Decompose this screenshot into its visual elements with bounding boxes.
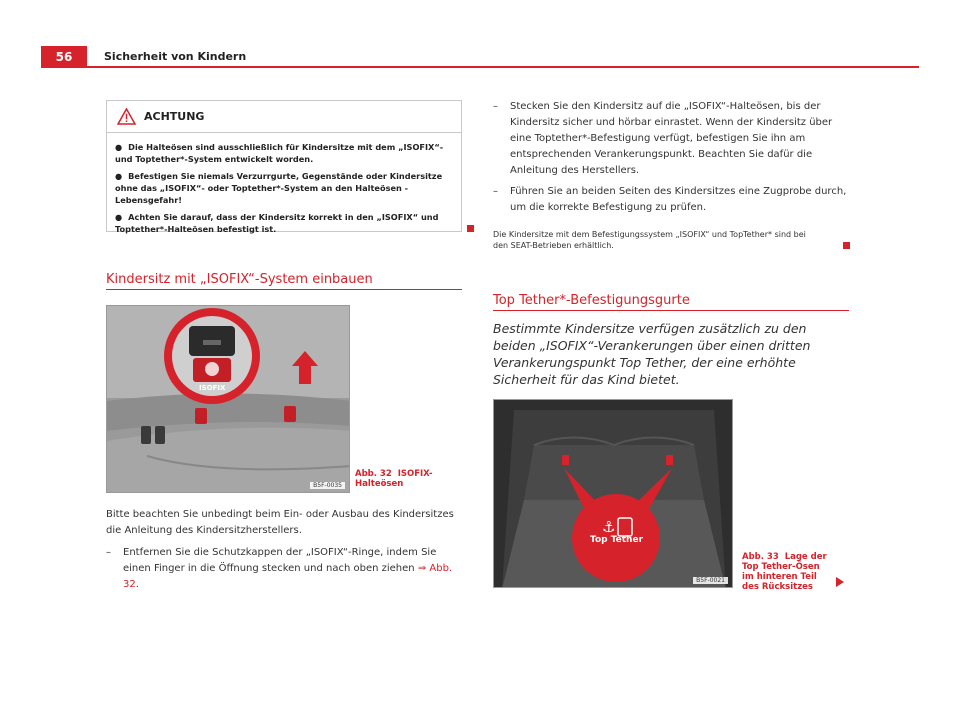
caption-text: ISOFIX-Halteösen bbox=[355, 469, 433, 489]
continue-arrow-icon bbox=[836, 577, 844, 587]
section-title-top-tether: Top Tether*-Befestigungsgurte bbox=[493, 293, 690, 308]
isofix-illustration bbox=[107, 306, 350, 493]
warning-item: ● Die Halteösen sind ausschließlich für Kindersitze mit dem „ISOFIX“- und Toptether*-System entwickelt worden. bbox=[115, 142, 444, 164]
figure-link[interactable]: ⇒ Abb. 32 bbox=[123, 563, 453, 590]
figure-code: B5F-0035 bbox=[310, 482, 345, 489]
caption-number: Abb. 32 bbox=[355, 469, 392, 479]
top-tether-badge: Top Tether bbox=[590, 535, 644, 545]
step-attach-seat: – Stecken Sie den Kindersitz auf die „ISOFIX“-Halteösen, bis der Kindersitz sicher und hörbar einrastet. Wenn der Kindersitz über eine Toptether*-Befestigung verfügt, befestigen Sie ihn am entsprechenden Verankerungspunkt. Beachten Sie dafür die Anleitung des Herstellers. bbox=[493, 101, 833, 176]
caption-text: Lage der Top Tether-Ösen im hinteren Teil des Rücksitzes bbox=[742, 552, 827, 592]
warning-header bbox=[107, 101, 461, 133]
figure-code: B5F-0021 bbox=[693, 577, 728, 584]
figure-top-tether bbox=[493, 399, 733, 588]
availability-note: Die Kindersitze mit dem Befestigungssystem „ISOFIX“ und TopTether* sind bei den SEAT-Betrieben erhältlich. bbox=[493, 230, 806, 250]
step-pull-test: – Führen Sie an beiden Seiten des Kindersitzes eine Zugprobe durch, um die korrekte Befestigung zu prüfen. bbox=[493, 186, 847, 213]
warning-item: ● Achten Sie darauf, dass der Kindersitz korrekt in den „ISOFIX“ und Toptether*-Halteösen befestigt ist. bbox=[115, 212, 439, 234]
warning-box bbox=[106, 100, 462, 232]
section-rule bbox=[106, 289, 462, 290]
svg-text:⚓: ⚓ bbox=[602, 518, 616, 536]
warning-triangle-icon bbox=[117, 108, 136, 125]
step-remove-caps: – Entfernen Sie die Schutzkappen der „ISOFIX“-Ringe, indem Sie einen Finger in die Öffnung stecken und nach oben ziehen ⇒ Abb. 32. bbox=[106, 547, 453, 590]
header-rule bbox=[87, 66, 919, 68]
figure-caption bbox=[742, 552, 827, 592]
install-paragraph: Bitte beachten Sie unbedingt beim Ein- oder Ausbau des Kindersitzes die Anleitung des Kindersitzherstellers. bbox=[106, 509, 454, 536]
end-marker-icon bbox=[843, 242, 850, 249]
caption-number: Abb. 33 bbox=[742, 552, 779, 562]
warning-item: ● Befestigen Sie niemals Verzurrgurte, Gegenstände oder Kindersitze ohne das „ISOFIX“- oder Toptether*-System an den Halteösen - Lebensgefahr! bbox=[115, 171, 443, 205]
isofix-badge: ISOFIX bbox=[199, 384, 226, 392]
section-title-isofix: Kindersitz mit „ISOFIX“-System einbauen bbox=[106, 272, 373, 287]
top-tether-intro: Bestimmte Kindersitze verfügen zusätzlich zu den beiden „ISOFIX“-Verankerungen über einen dritten Verankerungspunkt Top Tether, der eine erhöhte Sicherheit für das Kind bietet. bbox=[493, 321, 811, 387]
figure-caption bbox=[355, 469, 455, 489]
figure-isofix bbox=[106, 305, 350, 493]
top-tether-illustration bbox=[494, 400, 733, 588]
warning-title: ACHTUNG bbox=[144, 110, 205, 123]
page-number: 56 bbox=[41, 46, 87, 68]
end-marker-icon bbox=[467, 225, 474, 232]
header-title: Sicherheit von Kindern bbox=[104, 50, 247, 63]
section-rule bbox=[493, 310, 849, 311]
